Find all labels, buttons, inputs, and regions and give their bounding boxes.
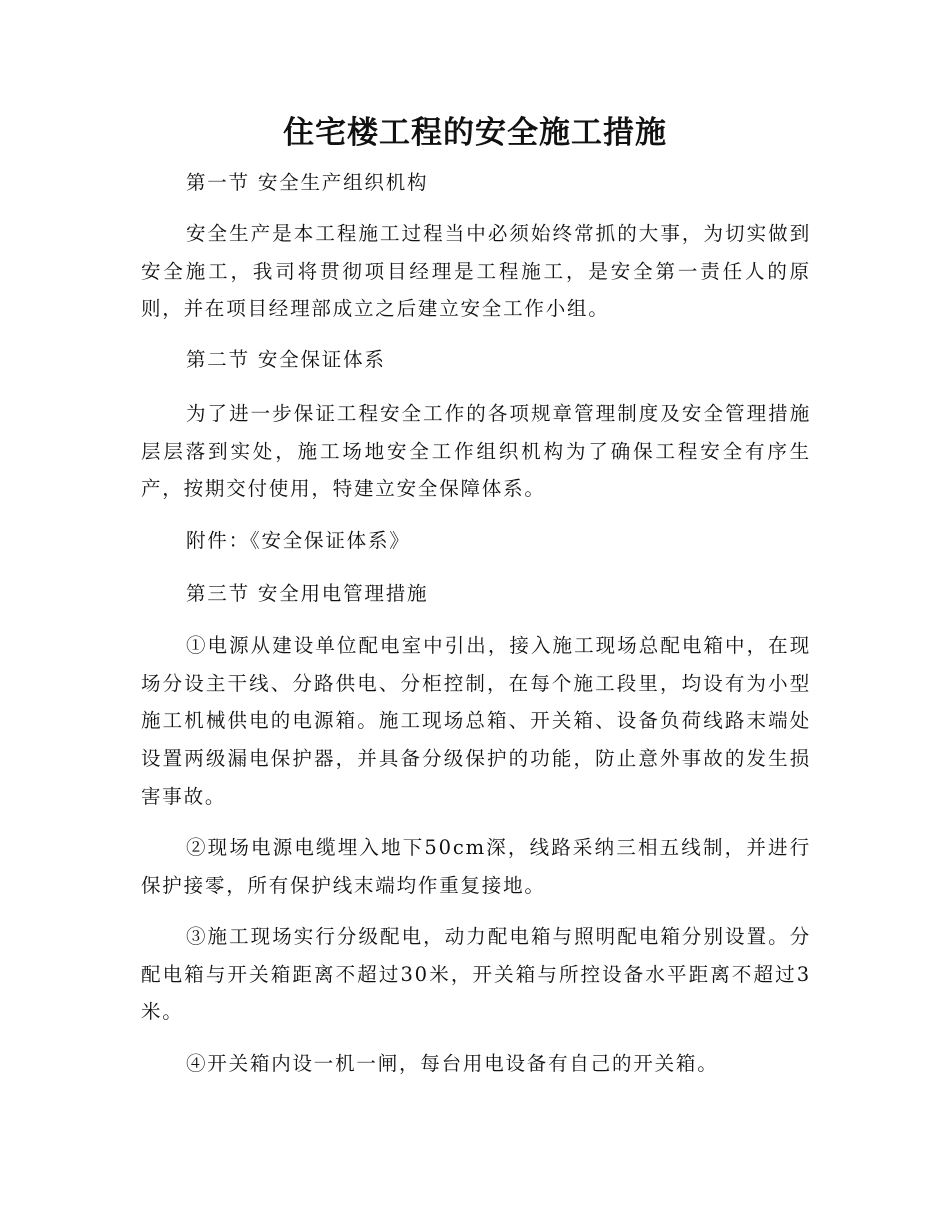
measure-item-2: ②现场电源电缆埋入地下50cm深，线路采纳三相五线制，并进行保护接零，所有保护线末端均作重复接地。: [141, 836, 811, 897]
section-3-heading: 第三节 安全用电管理措施: [186, 582, 429, 605]
section-2-paragraph: 为了进一步保证工程安全工作的各项规章管理制度及安全管理措施层层落到实处，施工场地安全工作组织机构为了确保工程安全有序生产，按期交付使用，特建立安全保障体系。: [141, 402, 811, 501]
measure-item-1: ①电源从建设单位配电室中引出，接入施工现场总配电箱中，在现场分设主干线、分路供电、分柜控制，在每个施工段里，均设有为小型施工机械供电的电源箱。施工现场总箱、开关箱、设备负荷线路末端处设置两级漏电保护器，并具备分级保护的功能，防止意外事故的发生损害事故。: [141, 634, 811, 808]
document-title: 住宅楼工程的安全施工措施: [283, 115, 667, 151]
section-1-heading: 第一节 安全生产组织机构: [186, 171, 429, 194]
measure-item-4: ④开关箱内设一机一闸，每台用电设备有自己的开关箱。: [186, 1052, 719, 1075]
attachment-line: 附件：《安全保证体系》: [186, 529, 411, 552]
measure-item-3: ③施工现场实行分级配电，动力配电箱与照明配电箱分别设置。分配电箱与开关箱距离不超过30米，开关箱与所控设备水平距离不超过3米。: [141, 925, 811, 1024]
section-1-paragraph: 安全生产是本工程施工过程当中必须始终常抓的大事，为切实做到安全施工，我司将贯彻项目经理是工程施工，是安全第一责任人的原则，并在项目经理部成立之后建立安全工作小组。: [141, 222, 811, 321]
section-2-heading: 第二节 安全保证体系: [186, 348, 386, 371]
